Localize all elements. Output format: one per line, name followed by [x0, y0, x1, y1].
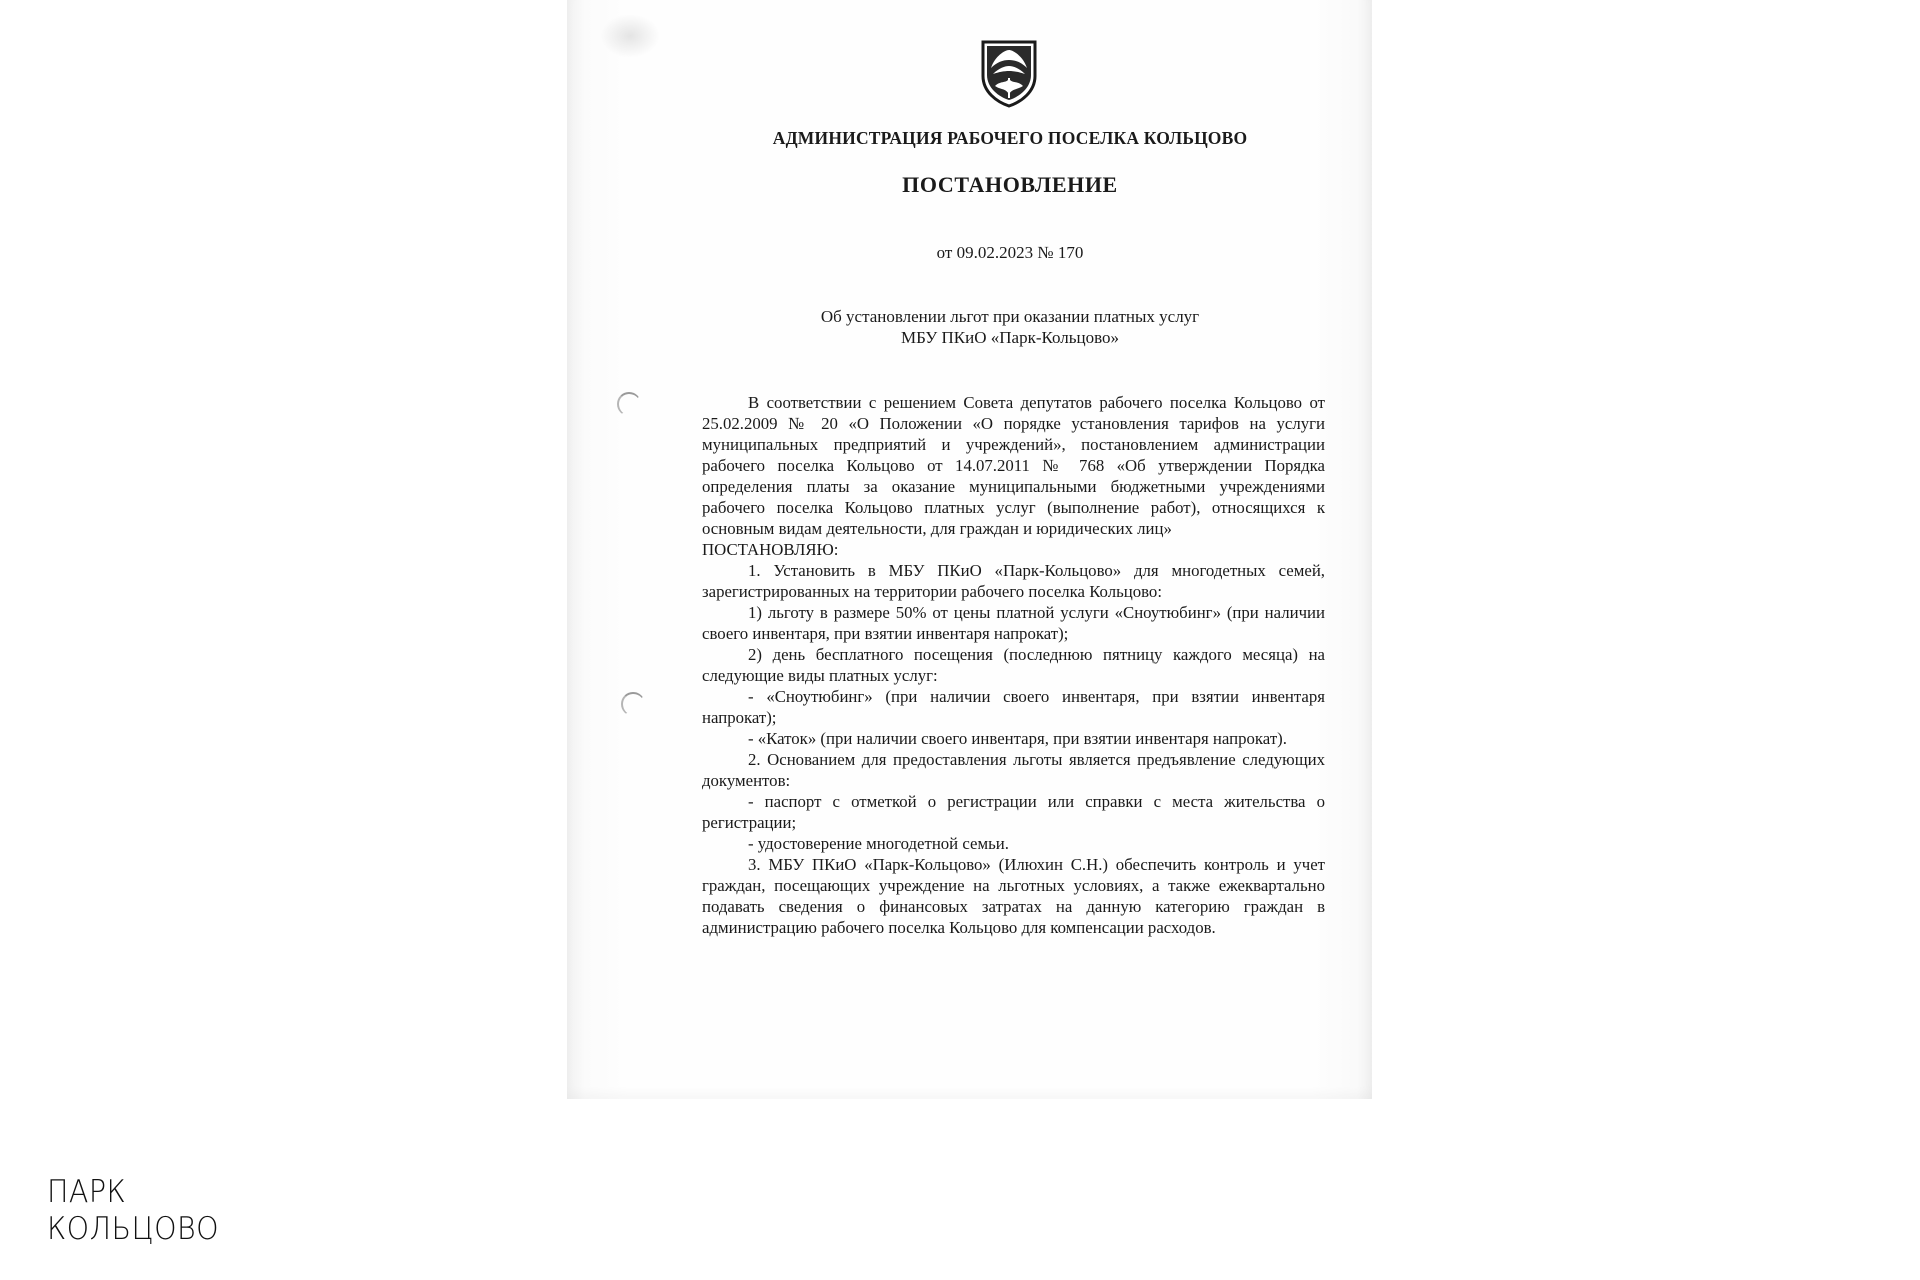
coat-of-arms-icon [979, 38, 1039, 108]
scan-smudge [600, 14, 660, 58]
clause-paragraph: 3. МБУ ПКиО «Парк-Кольцово» (Илюхин С.Н.) обеспечить контроль и учет граждан, посещающих учреждение на льготных условиях, а также ежеквартально подавать сведения о финансовых затратах на данную категорию граждан в администрацию рабочего поселка Кольцово для компенсации расходов. [702, 855, 1325, 937]
logo-line: КОЛЬЦОВО [47, 1211, 220, 1247]
preamble-paragraph: В соответствии с решением Совета депутатов рабочего поселка Кольцово от 25.02.2009 № 20 «О Положении «О порядке установления тарифов на услуги муниципальных предприятий и учреждений», постановлением администрации рабочего поселка Кольцово от 14.07.2011 № 768 «Об утверждении Порядка определения платы за оказание муниципальными бюджетными учреждениями рабочего поселка Кольцово платных услуг (выполнение работ), относящихся к основным видам деятельности, для граждан и юридических лиц» [702, 393, 1325, 538]
subject-line: Об установлении льгот при оказании платных услуг [820, 307, 1200, 326]
document-subject [700, 306, 1320, 348]
clause-list-item: - удостоверение многодетной семьи. [748, 834, 1009, 853]
clause-list-item: - «Каток» (при наличии своего инвентаря, при взятии инвентаря напрокат). [748, 729, 1287, 748]
logo-line: ПАРК [47, 1174, 127, 1210]
punch-hole-mark [617, 392, 641, 416]
punch-hole-mark [621, 692, 645, 716]
document-date-number: от 09.02.2023 № 170 [936, 243, 1084, 262]
clause-paragraph: 1) льготу в размере 50% от цены платной услуги «Сноутюбинг» (при наличии своего инвентаря, при взятии инвентаря напрокат); [702, 603, 1325, 643]
clause-paragraph: 2. Основанием для предоставления льготы является предъявление следующих документов: [702, 750, 1325, 790]
clause-list-item: - паспорт с отметкой о регистрации или справки с места жительства о регистрации; [702, 792, 1325, 832]
clause-list-item: - «Сноутюбинг» (при наличии своего инвентаря, при взятии инвентаря напрокат); [702, 687, 1325, 727]
resolution-keyword: ПОСТАНОВЛЯЮ: [702, 540, 839, 559]
park-koltsovo-logo [47, 1174, 247, 1248]
document-body [702, 392, 1325, 938]
document-type-title: ПОСТАНОВЛЕНИЕ [902, 172, 1118, 197]
clause-paragraph: 2) день бесплатного посещения (последнюю пятницу каждого месяца) на следующие виды платных услуг: [702, 645, 1325, 685]
subject-line: МБУ ПКиО «Парк-Кольцово» [900, 328, 1120, 347]
issuing-authority: АДМИНИСТРАЦИЯ РАБОЧЕГО ПОСЕЛКА КОЛЬЦОВО [772, 128, 1248, 148]
clause-paragraph: 1. Установить в МБУ ПКиО «Парк-Кольцово» для многодетных семей, зарегистрированных на территории рабочего поселка Кольцово: [702, 561, 1325, 601]
